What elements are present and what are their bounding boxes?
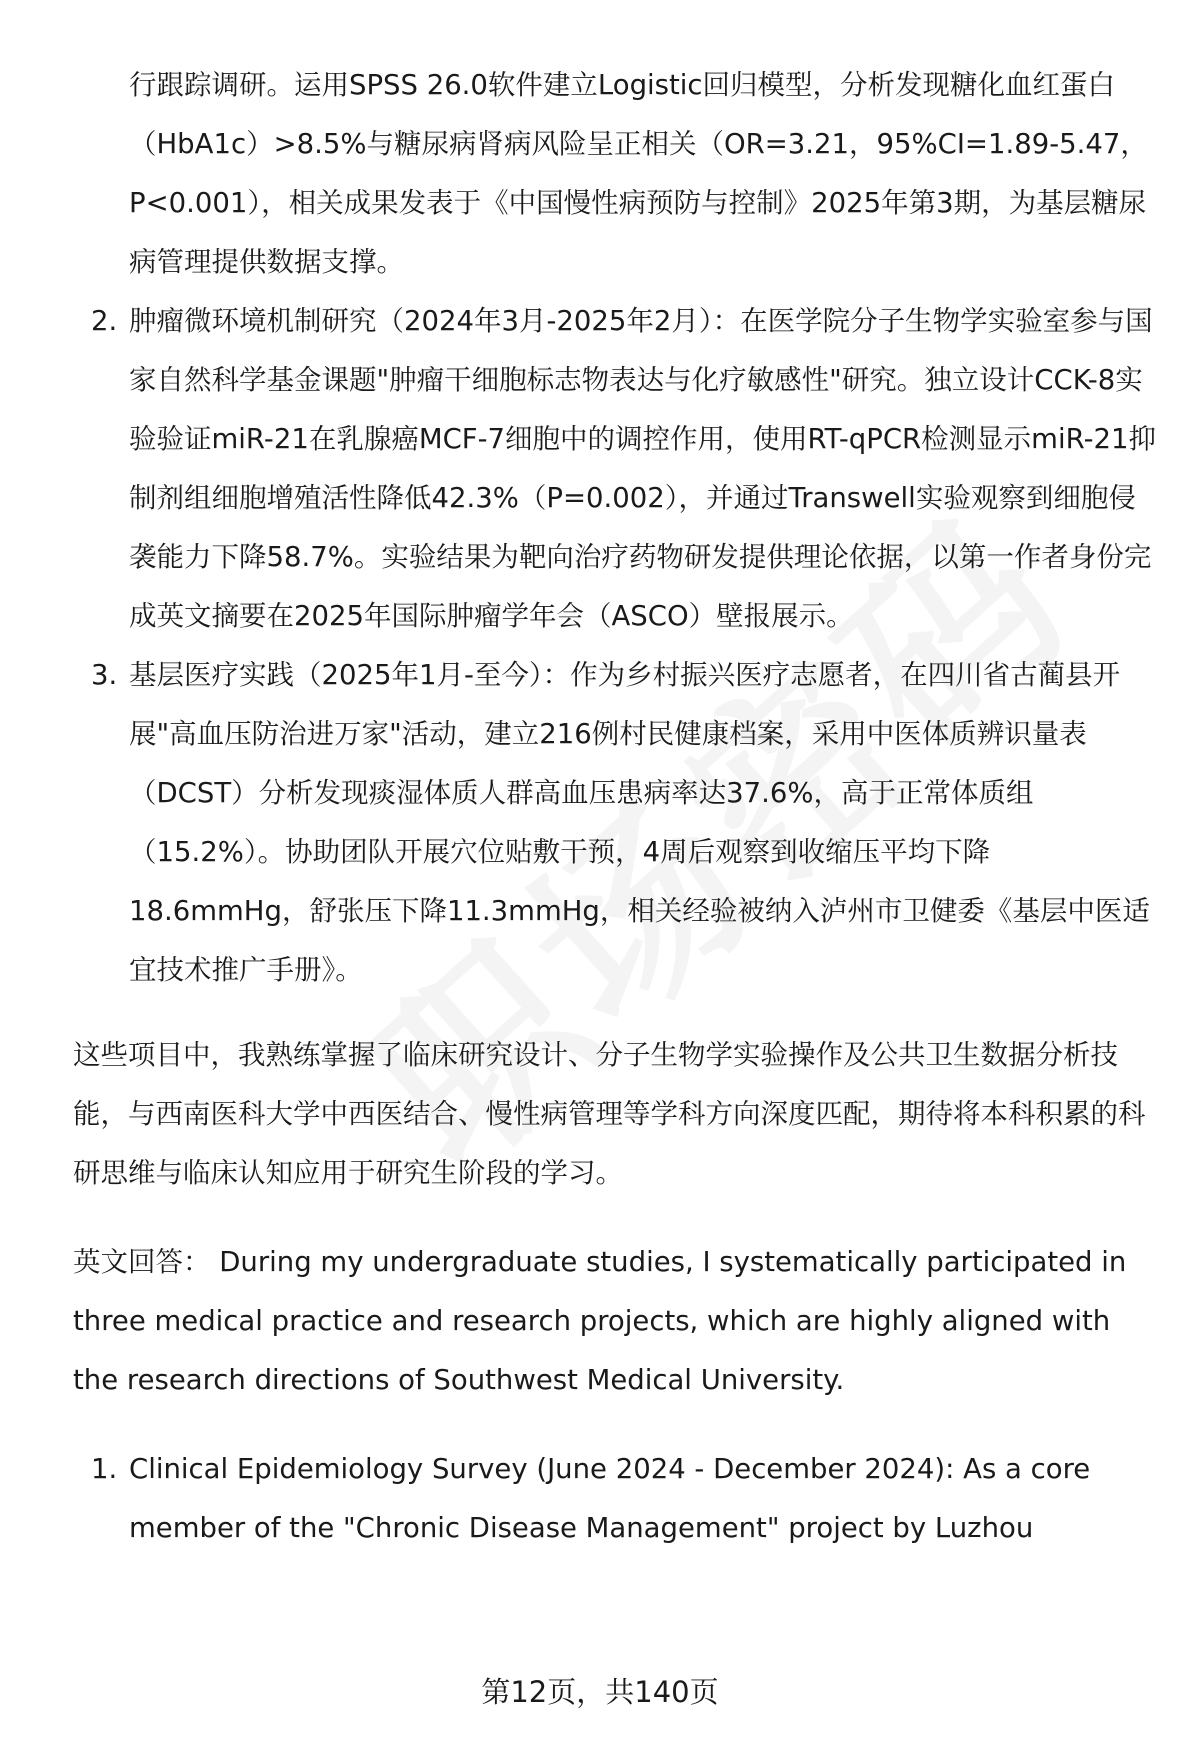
list-number: 2. — [91, 305, 118, 337]
continuation-paragraph: 行跟踪调研。运用SPSS 26.0软件建立Logistic回归模型，分析发现糖化血红蛋白（HbA1c）>8.5%与糖尿病肾病风险呈正相关（OR=3.21，95%CI=1.89-5.47，P<0.001），相关成果发表于《中国慢性病预防与控制》2025年第3期，为基层糖尿病管理提供数据支撑。 — [129, 69, 1148, 278]
document-body — [73, 56, 1163, 1558]
list-item-text: Clinical Epidemiology Survey (June 2024 - December 2024): As a core member of the "Chronic Disease Management" project by Luzhou — [129, 1453, 1091, 1544]
english-intro-paragraph: 英文回答： During my undergraduate studies, I systematically participated in three medical practice and research projects, which are highly aligned with the research directions of Southwest Medical University. — [73, 1246, 1127, 1396]
list-item-en-1 — [73, 1440, 1163, 1558]
list-item-text: 肿瘤微环境机制研究（2024年3月-2025年2月）：在医学院分子生物学实验室参与国家自然科学基金课题"肿瘤干细胞标志物表达与化疗敏感性"研究。独立设计CCK-8实验验证miR-21在乳腺癌MCF-7细胞中的调控作用，使用RT-qPCR检测显示miR-21抑制剂组细胞增殖活性降低42.3%（P=0.002），并通过Transwell实验观察到细胞侵袭能力下降58.7%。实验结果为靶向治疗药物研发提供理论依据，以第一作者身份完成英文摘要在2025年国际肿瘤学年会（ASCO）壁报展示。 — [129, 305, 1156, 632]
list-item-cn-2 — [73, 292, 1163, 646]
list-item-text: 基层医疗实践（2025年1月-至今）：作为乡村振兴医疗志愿者，在四川省古蔺县开展"高血压防治进万家"活动，建立216例村民健康档案，采用中医体质辨识量表（DCST）分析发现痰湿体质人群高血压患病率达37.6%，高于正常体质组（15.2%）。协助团队开展穴位贴敷干预，4周后观察到收缩压平均下降18.6mmHg，舒张压下降11.3mmHg，相关经验被纳入泸州市卫健委《基层中医适宜技术推广手册》。 — [129, 659, 1150, 986]
summary-paragraph: 这些项目中，我熟练掌握了临床研究设计、分子生物学实验操作及公共卫生数据分析技能，与西南医科大学中西医结合、慢性病管理等学科方向深度匹配，期待将本科积累的科研思维与临床认知应用于研究生阶段的学习。 — [73, 1039, 1146, 1189]
page-footer: 第12页，共140页 — [481, 1675, 719, 1709]
list-item-cn-3 — [73, 646, 1163, 1000]
list-number: 3. — [91, 659, 118, 691]
list-number: 1. — [91, 1453, 118, 1485]
